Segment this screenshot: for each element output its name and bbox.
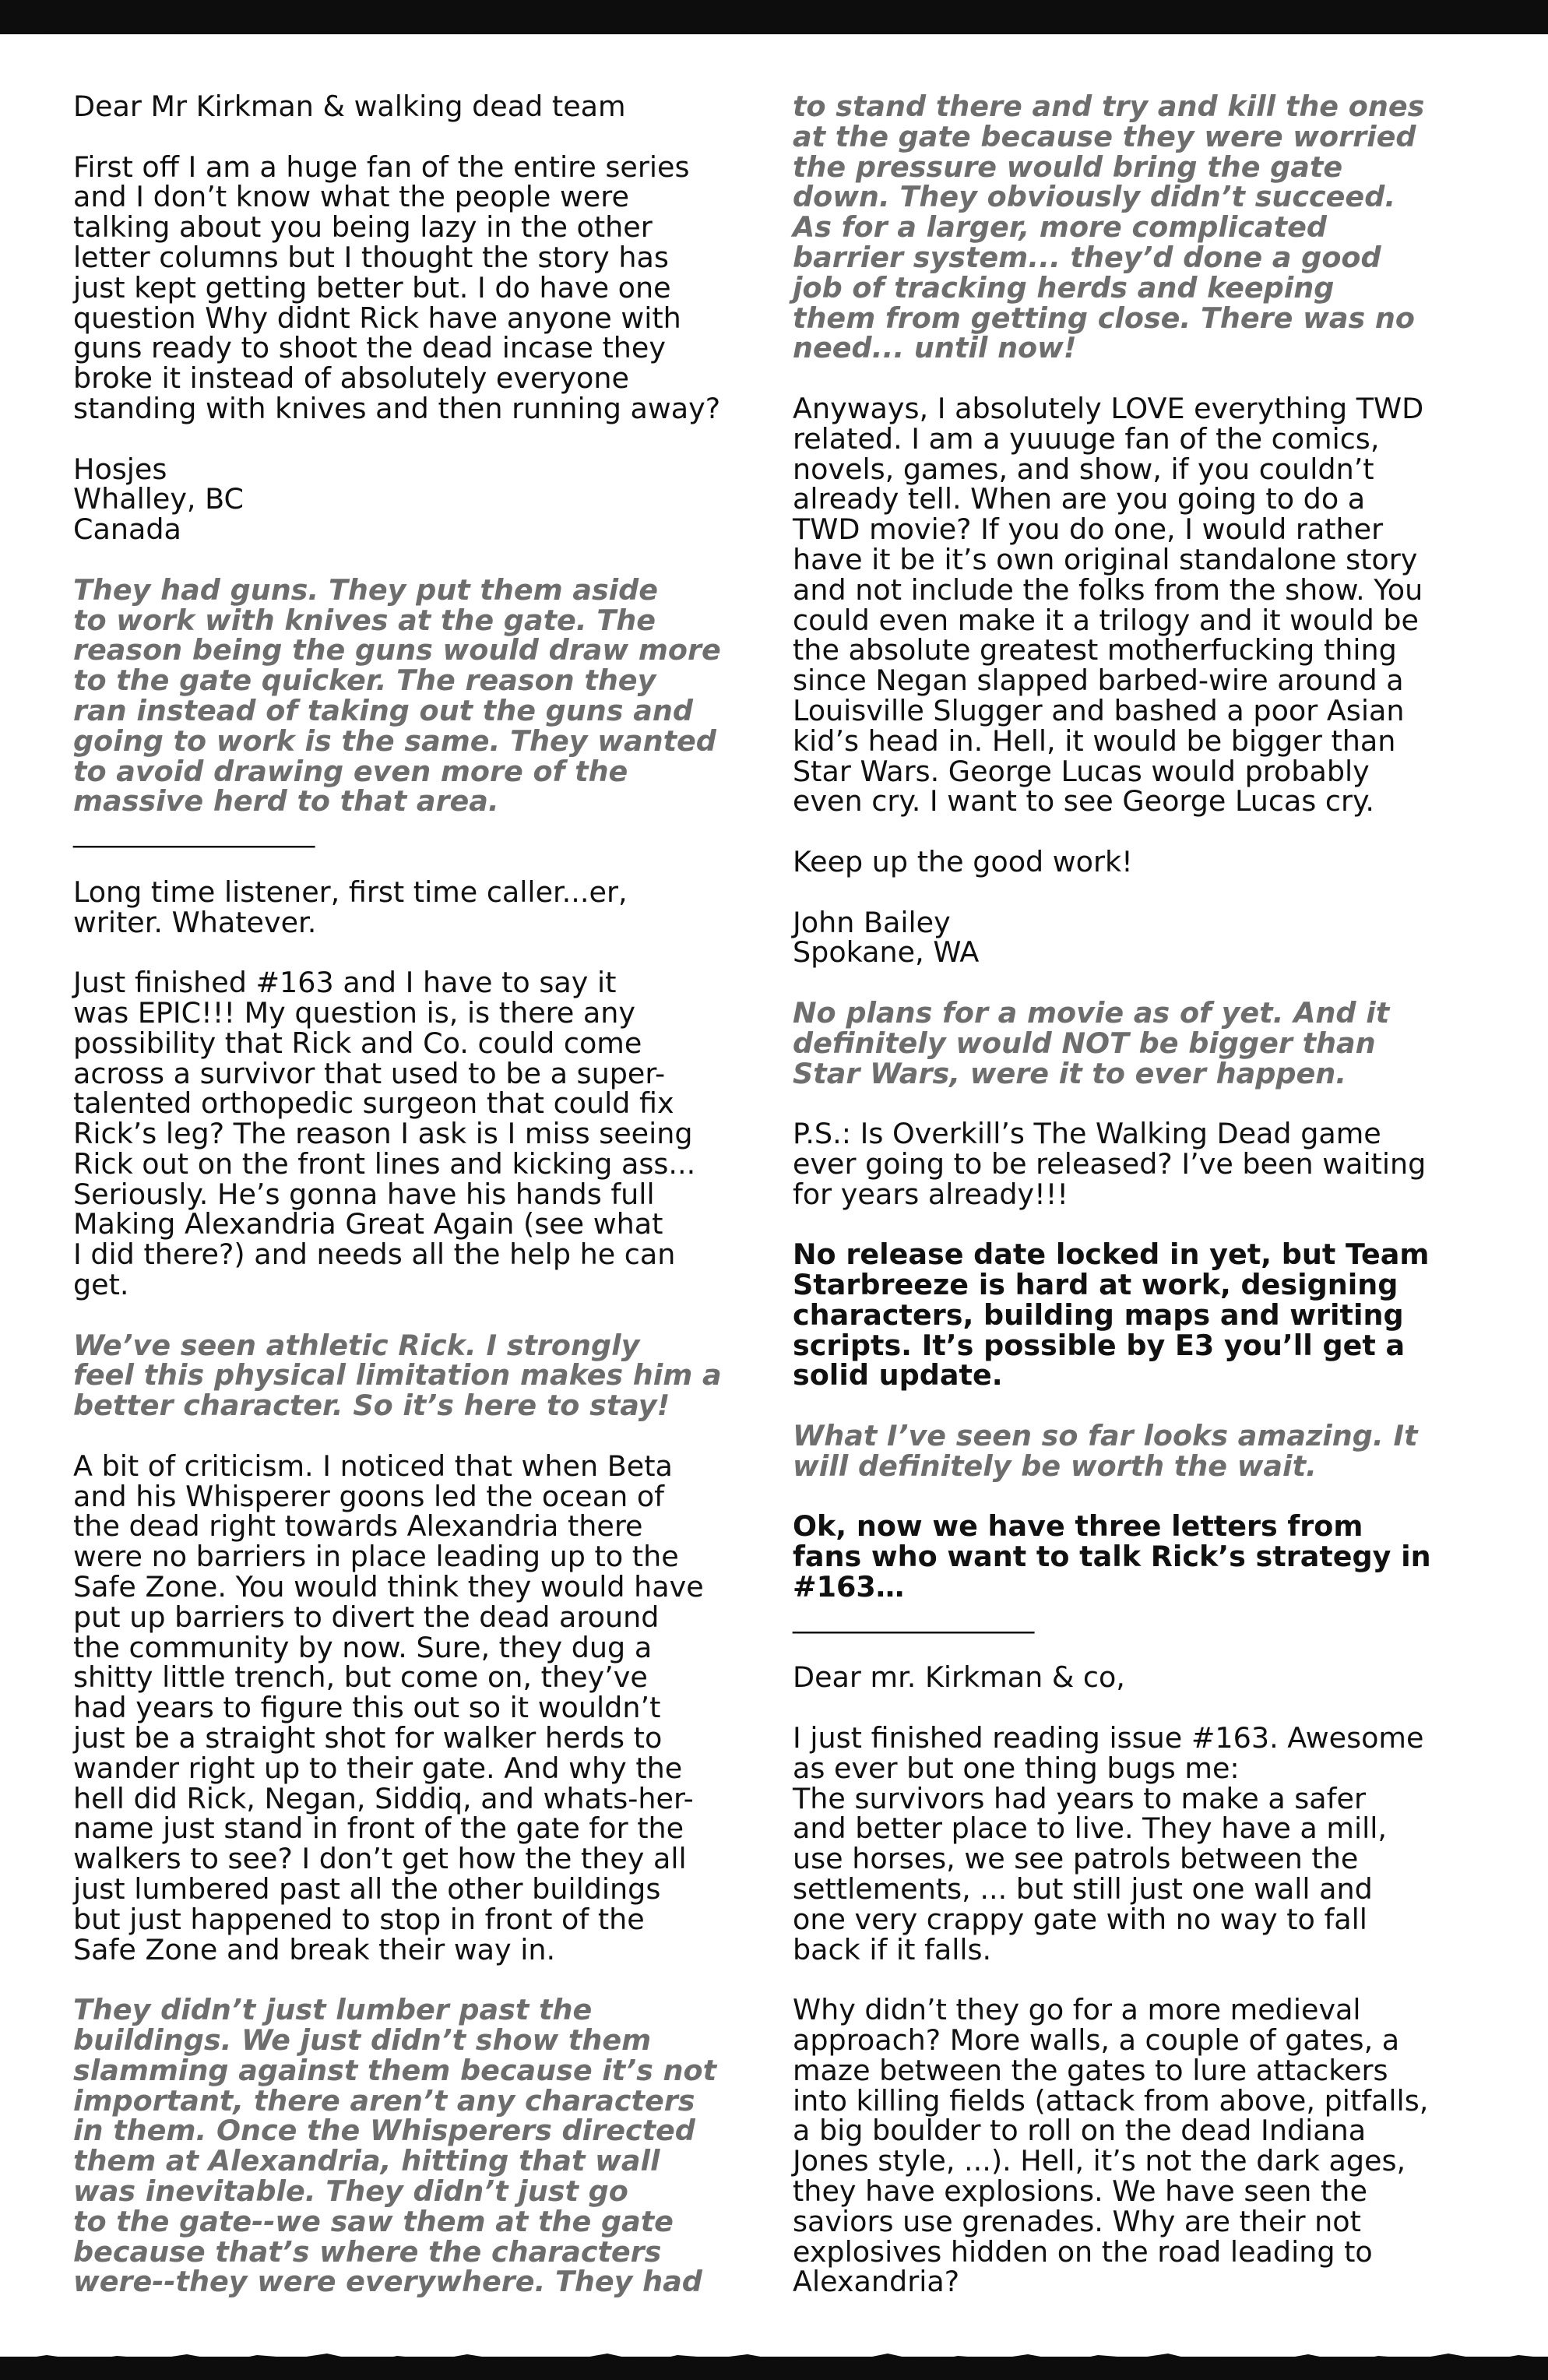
letter3-ps-reply2: What I’ve seen so far looks amazing. It will definitely be worth the wait. (793, 1419, 1418, 1483)
letter3-reply: No plans for a movie as of yet. And it definitely would NOT be bigger than Star Wars, were it to ever happen. (793, 995, 1390, 1090)
top-border-edge (0, 20, 1548, 51)
letter3-body: Anyways, I absolutely LOVE everything TWD related. I am a yuuuge fan of the comics, novels, games, and show, if you couldn’t already tell. When are you going to do a TWD movie? If you do one, I would rather have it be it’s own original standalone story and not include the folks from the show. You could even make it a trilogy and it would be the absolute greatest motherfucking thing since Negan slapped barbed-wire around a Louisville Slugger and bashed a poor Asian kid’s head in. Hell, it would be bigger than Star Wars. George Lucas would probably even cry. I want to see George Lucas cry. (793, 391, 1424, 819)
letter1-body: First off I am a huge fan of the entire series and I don’t know what the people were talking about you being lazy in the other letter columns but I thought the story has just kept getting better but. I do have one question Why didnt Rick have anyone with guns ready to shoot the dead incase they broke it instead of absolutely everyone standing with knives and then running away? (73, 150, 721, 425)
right-column (793, 92, 1478, 2297)
letter1-signature: Hosjes Whalley, BC Canada (73, 452, 245, 547)
letter2-body: Just finished #163 and I have to say it was EPIC!!! My question is, is there any possibility that Rick and Co. could come across a survivor that used to be a super- talented orthopedic surgeon that could fix Rick’s leg? The reason I ask is I miss seeing Rick out on the front lines and kicking ass... Seriously. He’s gonna have his hands full Making Alexandria Great Again (see what I did there?) and needs all the help he can get. (73, 966, 696, 1302)
letter3-signature: John Bailey Spokane, WA (793, 905, 980, 970)
transition-note: Ok, now we have three letters from fans who want to talk Rick’s strategy in #163… (793, 1509, 1431, 1604)
letter3-ps: P.S.: Is Overkill’s The Walking Dead game ever going to be released? I’ve been waiting for years already!!! (793, 1117, 1427, 1211)
left-column (73, 92, 758, 2297)
letter4-body1: I just finished reading issue #163. Awesome as ever but one thing bugs me: The survivors had years to make a safer and better place to live. They have a mill, use horses, we see patrols between the settlements, ... but still just one wall and one very crappy gate with no way to fall back if it falls. (793, 1721, 1424, 1966)
bottom-border-edge (0, 2336, 1548, 2368)
letter2-intro: Long time listener, first time caller...er, writer. Whatever. (73, 875, 628, 939)
letter2-reply: We’ve seen athletic Rick. I strongly feel this physical limitation makes him a better character. So it’s here to stay! (73, 1328, 722, 1423)
top-border (0, 0, 1548, 34)
bottom-border (0, 2357, 1548, 2380)
letter2-reply2-part2: to stand there and try and kill the ones at the gate because they were worried the pressure would bring the gate down. They obviously didn’t succeed. As for a larger, more complicated barrier system... they’d done a good job of tracking herds and keeping them from getting close. There was no need... until now! (793, 90, 1425, 365)
letter4-body2: Why didn’t they go for a more medieval approach? More walls, a couple of gates, a maze between the gates to lure attackers into killing fields (attack from above, pitfalls, a big boulder to roll on the dead Indiana Jones style, ...). Hell, it’s not the dark ages, they have explosions. We have seen the saviors use grenades. Why are their not explosives hidden on the road leading to Alexandria? (793, 1993, 1429, 2299)
letter3-ps-reply: No release date locked in yet, but Team Starbreeze is hard at work, designing characters, building maps and writing scripts. It’s possible by E3 you’ll get a solid update. (793, 1238, 1430, 1392)
letter1-salutation: Dear Mr Kirkman & walking dead team (73, 90, 626, 123)
letter1-reply: They had guns. They put them aside to work with knives at the gate. The reason being the guns would draw more to the gate quicker. The reason they ran instead of taking out the guns and going to work is the same. They wanted to avoid drawing even more of the massive herd to that area. (73, 572, 721, 819)
letter2-criticism: A bit of criticism. I noticed that when Beta and his Whisperer goons led the ocean of the dead right towards Alexandria there were no barriers in place leading up to the Safe Zone. You would think they would have put up barriers to divert the dead around the community by now. Sure, they dug a shitty little trench, but come on, they’ve had years to figure this out so it wouldn’t just be a straight shot for walker herds to wander right up to their gate. And why the hell did Rick, Negan, Siddiq, and whats-her- name just stand in front of the gate for the walkers to see? I don’t get how the they all just lumbered past all the other buildings but just happened to stop in front of the Safe Zone and break their way in. (73, 1449, 704, 1966)
separator-rule: _________________ (73, 815, 315, 849)
letter3-closing: Keep up the good work! (793, 844, 1133, 878)
letter2-reply2-part1: They didn’t just lumber past the buildings. We just didn’t show them slamming against them because it’s not important, there aren’t any characters in them. Once the Whisperers directed them at Alexandria, hitting that wall was inevitable. They didn’t just go to the gate--we saw them at the gate because that’s where the characters were--they were everywhere. They had (73, 1993, 717, 2299)
separator-rule: _________________ (793, 1600, 1035, 1634)
letter4-salutation: Dear mr. Kirkman & co, (793, 1660, 1125, 1695)
